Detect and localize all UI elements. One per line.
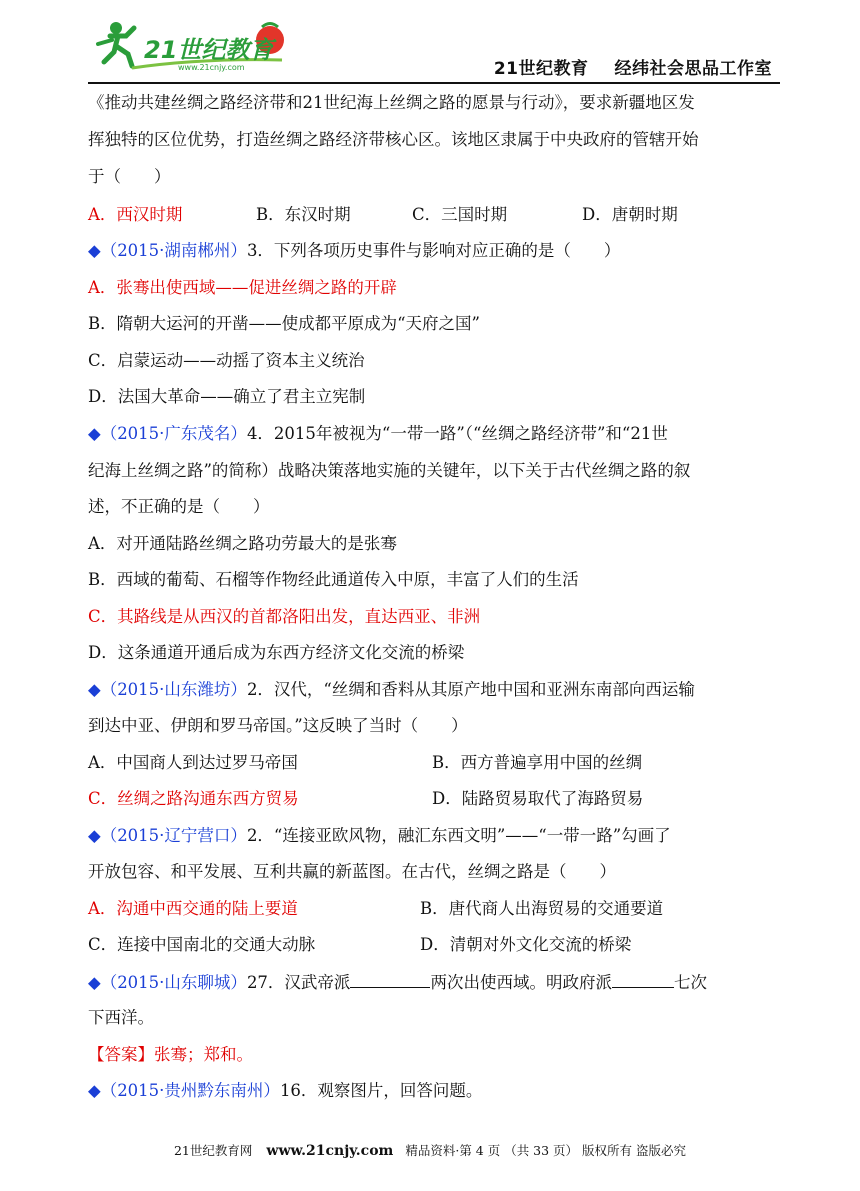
intro-option-b: B．东汉时期 [256,205,351,224]
q2b-option-a: A．沟通中西交通的陆上要道 [88,899,298,918]
q27-stem-2: 下西洋。 [88,1008,154,1027]
answer-label: 【答案】 [88,1045,154,1064]
q2b-stem-1: ◆（2015·辽宁营口）2．“连接亚欧风物，融汇东西文明”——“一带一路”勾画了 [88,826,671,845]
q4-source: ◆（2015·广东茂名） [88,424,247,443]
q2b-option-b: B．唐代商人出海贸易的交通要道 [420,899,664,918]
q2b-option-d: D．清朝对外文化交流的桥梁 [420,935,632,954]
footer-right: 精品资料·第 4 页 （共 33 页） 版权所有 盗版必究 [405,1143,686,1158]
q4-stem-1: ◆（2015·广东茂名）4．2015年被视为“一带一路”（“丝绸之路经济带”和“21世 [88,424,668,443]
intro-option-c: C．三国时期 [412,205,508,224]
intro-option-a: A．西汉时期 [88,205,183,224]
footer-site-link[interactable]: www.21cnjy.com [266,1143,394,1159]
q16-source: ◆（2015·贵州黔东南州） [88,1081,280,1100]
q2a-option-a: A．中国商人到达过罗马帝国 [88,753,298,772]
q27-stem-1: ◆（2015·山东聊城）27．汉武帝派 两次出使西域。明政府派 七次 [88,973,707,992]
header-studio: 经纬社会思品工作室 [614,59,772,79]
q27-blank-2[interactable] [612,971,674,988]
header-title [494,54,772,79]
q3-option-b: B．隋朝大运河的开凿——使成都平原成为“天府之国” [88,314,480,333]
footer-left: 21世纪教育网 [173,1143,253,1158]
q27-blank-1[interactable] [350,971,430,988]
q2a-option-c: C．丝绸之路沟通东西方贸易 [88,789,299,808]
q2a-option-b: B．西方普遍享用中国的丝绸 [432,753,643,772]
q2b-options-row-2 [88,934,708,956]
header-org: 21世纪教育 [493,59,589,79]
answer-text: 张骞；郑和。 [154,1045,253,1064]
svg-text:www.21cnjy.com: www.21cnjy.com [178,63,245,72]
intro-line-1: 《推动共建丝绸之路经济带和21世纪海上丝绸之路的愿景与行动》，要求新疆地区发 [88,93,695,112]
intro-option-d: D．唐朝时期 [582,205,678,224]
q2a-stem-1: ◆（2015·山东潍坊）2．汉代，“丝绸和香料从其原产地中国和亚洲东南部向西运输 [88,680,695,699]
q2b-options-row-1 [88,898,708,920]
q3-source: ◆（2015·湖南郴州） [88,241,247,260]
q27-source: ◆（2015·山东聊城） [88,973,247,992]
q16-stem: ◆（2015·贵州黔东南州）16．观察图片，回答问题。 [88,1081,483,1100]
q3-stem: ◆（2015·湖南郴州）3．下列各项历史事件与影响对应正确的是（ ） [88,241,621,260]
q4-option-a: A．对开通陆路丝绸之路功劳最大的是张骞 [88,534,397,553]
q3-option-a: A．张骞出使西域——促进丝绸之路的开辟 [88,278,397,297]
intro-line-2: 挥独特的区位优势，打造丝绸之路经济带核心区。该地区隶属于中央政府的管辖开始 [88,130,699,149]
q27-answer [88,1044,253,1066]
svg-text:21世纪教育: 21世纪教育 [144,36,274,64]
q2a-source: ◆（2015·山东潍坊） [88,680,247,699]
logo-graphic [92,14,292,76]
q4-option-b: B．西域的葡萄、石榴等作物经此通道传入中原，丰富了人们的生活 [88,570,579,589]
q2a-option-d: D．陆路贸易取代了海路贸易 [432,789,644,808]
intro-line-3: 于（ ） [88,167,171,186]
q2a-options-row-2 [88,788,708,810]
header-divider [88,82,780,84]
q2a-stem-2: 到达中亚、伊朗和罗马帝国。”这反映了当时（ ） [88,716,468,735]
q2b-source: ◆（2015·辽宁营口） [88,826,247,845]
page-footer [0,1141,860,1159]
q4-stem-2: 纪海上丝绸之路”的简称）战略决策落地实施的关键年，以下关于古代丝绸之路的叙 [88,461,691,480]
q4-option-c: C．其路线是从西汉的首都洛阳出发，直达西亚、非洲 [88,607,481,626]
q2b-stem-2: 开放包容、和平发展、互利共赢的新蓝图。在古代，丝绸之路是（ ） [88,862,616,881]
q3-option-d: D．法国大革命——确立了君主立宪制 [88,387,366,406]
q4-option-d: D．这条通道开通后成为东西方经济文化交流的桥梁 [88,643,465,662]
q2a-options-row-1 [88,752,708,774]
q2b-option-c: C．连接中国南北的交通大动脉 [88,935,316,954]
q3-option-c: C．启蒙运动——动摇了资本主义统治 [88,351,365,370]
site-logo [92,14,292,76]
q4-stem-3: 述，不正确的是（ ） [88,497,270,516]
